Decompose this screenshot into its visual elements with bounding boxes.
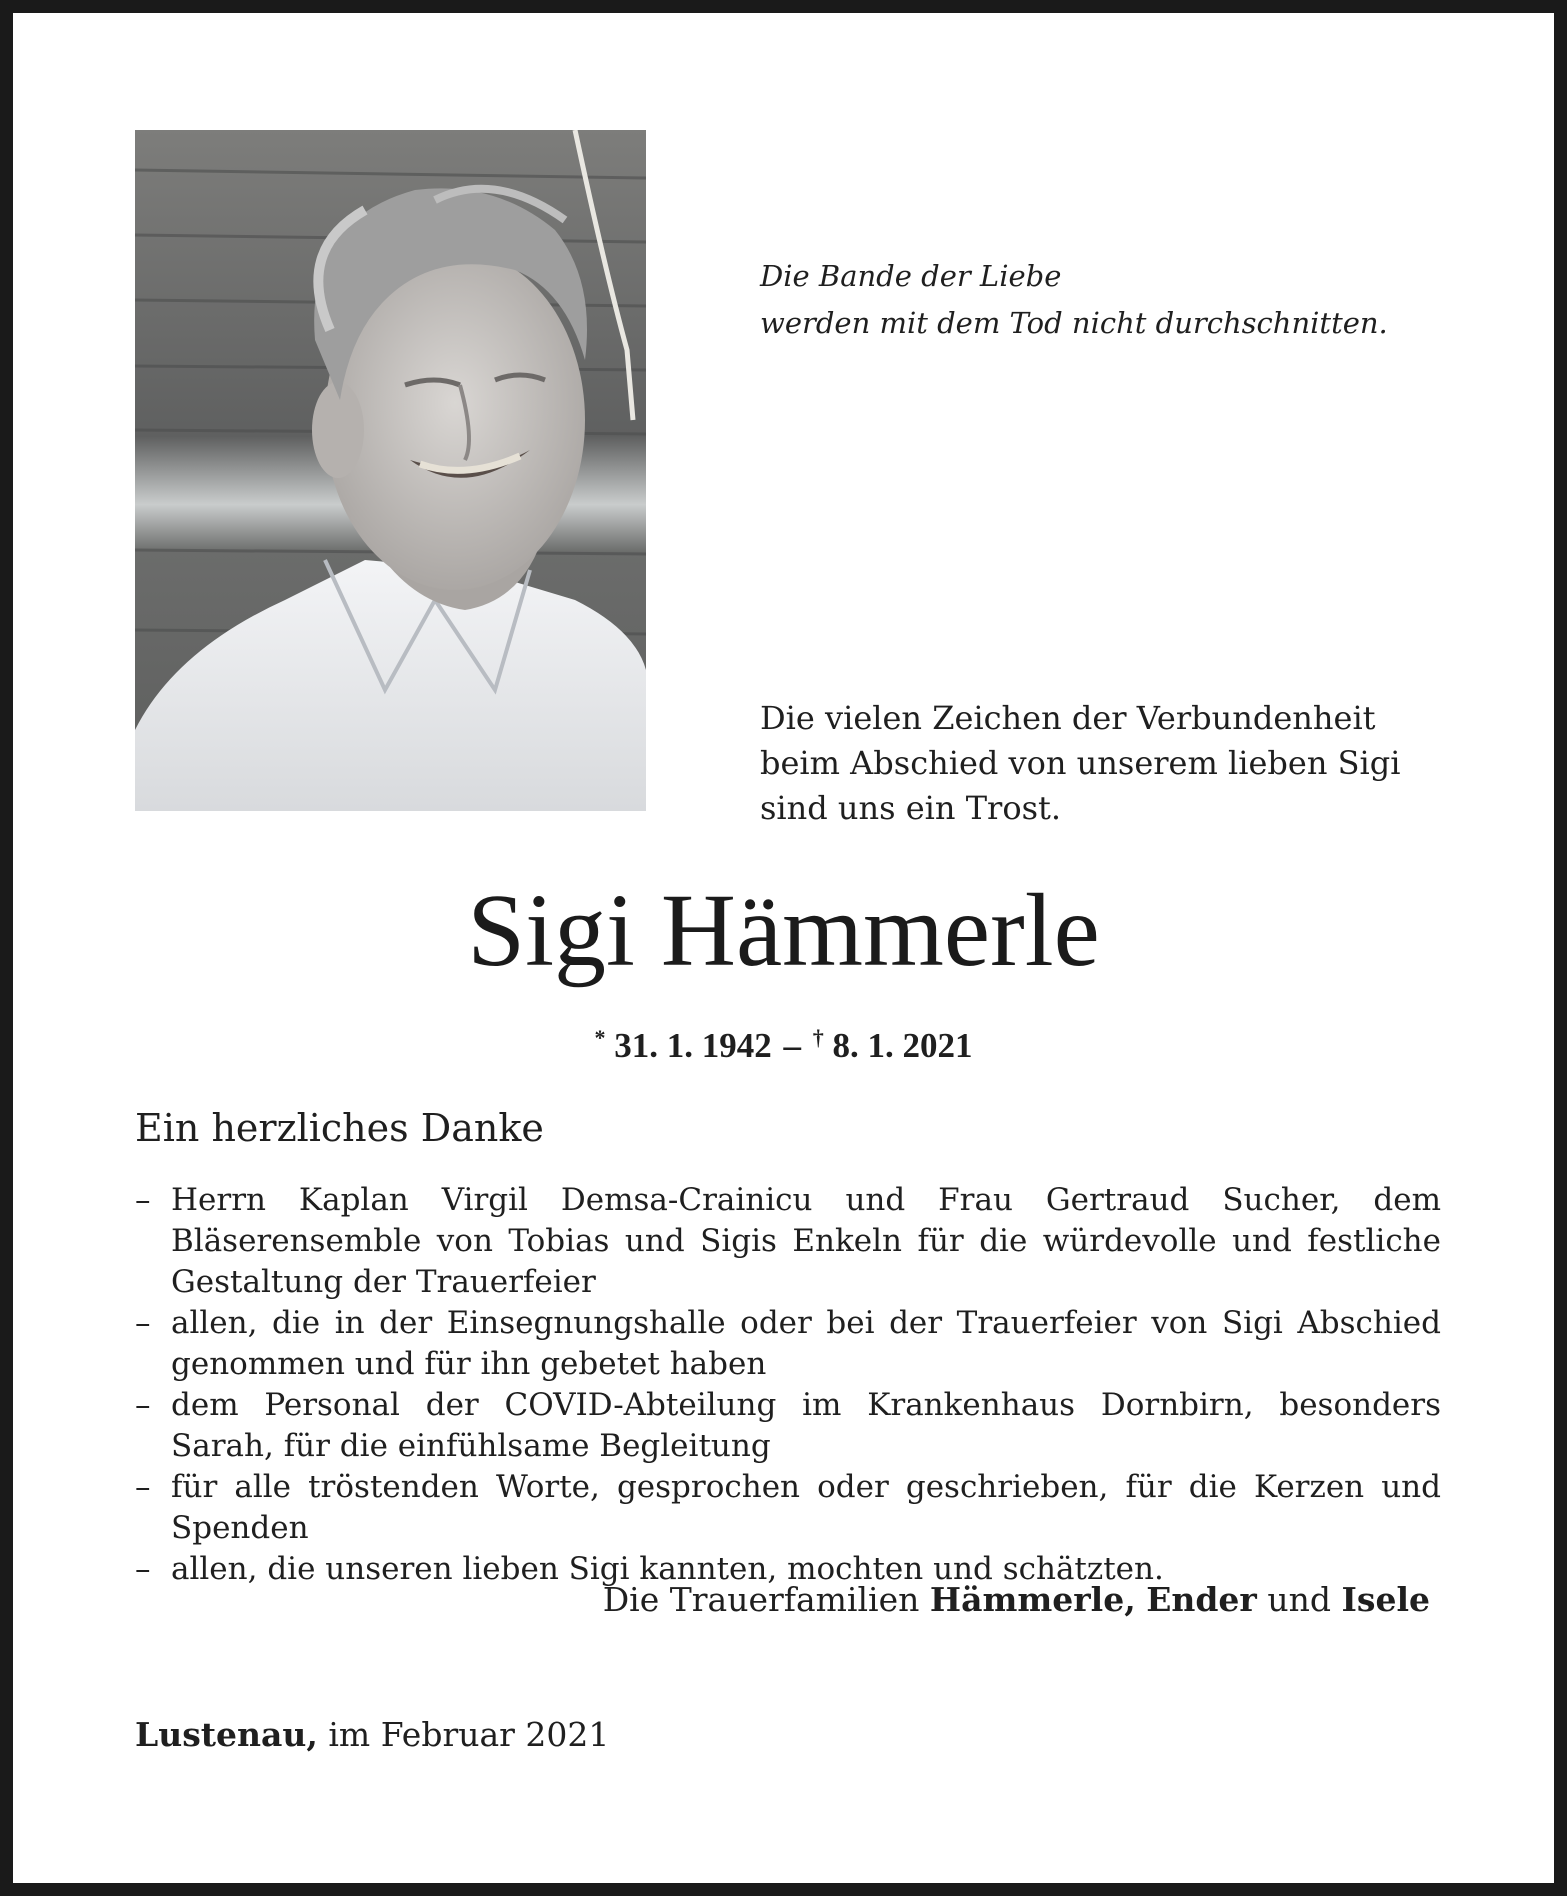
portrait-photo [135, 130, 646, 811]
signature-conjunction: und [1267, 1580, 1331, 1619]
thanks-heading: Ein herzliches Danke [135, 1106, 544, 1150]
thanks-intro-text [760, 696, 1460, 831]
portrait-illustration [135, 130, 646, 811]
intro-line-1: Die vielen Zeichen der Verbundenheit [760, 699, 1376, 737]
thanks-item: – Herrn Kaplan Virgil Demsa-Crainicu und Frau Gertraud Sucher, dem Bläserensemble von Tobias und Sigis Enkeln für die würdevolle und festliche Gestaltung der Trauerfeier [135, 1180, 1441, 1303]
thanks-item: – allen, die in der Einsegnungshalle oder bei der Trauerfeier von Sigi Abschied genommen und für ihn gebetet haben [135, 1303, 1441, 1385]
thanks-item: – für alle tröstenden Worte, gesprochen oder geschrieben, für die Kerzen und Spenden [135, 1467, 1441, 1549]
place-date-line [135, 1713, 609, 1757]
thanks-list [135, 1180, 1441, 1590]
thanks-item: – dem Personal der COVID-Abteilung im Krankenhaus Dornbirn, besonders Sarah, für die einfühlsame Begleitung [135, 1385, 1441, 1467]
intro-line-3: sind uns ein Trost. [760, 789, 1062, 827]
family-name-isele: Isele [1341, 1580, 1430, 1619]
birth-symbol: * [594, 1025, 606, 1050]
motto-quote [760, 253, 1460, 347]
thanks-item: – allen, die unseren lieben Sigi kannten, mochten und schätzten. [135, 1549, 1441, 1590]
deceased-name: Sigi Hämmerle [467, 873, 1100, 988]
family-name-ender: Ender [1146, 1580, 1257, 1619]
family-signature [603, 1578, 1430, 1622]
motto-line-2: werden mit dem Tod nicht durchschnitten. [760, 306, 1388, 340]
death-symbol: † [812, 1025, 824, 1050]
place-city: Lustenau, [135, 1715, 318, 1754]
place-date: im Februar 2021 [328, 1715, 610, 1754]
birth-date: 31. 1. 1942 [614, 1026, 772, 1065]
motto-line-1: Die Bande der Liebe [760, 259, 1062, 293]
life-dates [13, 1018, 1554, 1066]
signature-prefix: Die Trauerfamilien [602, 1580, 920, 1619]
death-date: 8. 1. 2021 [832, 1026, 973, 1065]
intro-line-2: beim Abschied von unserem lieben Sigi [760, 744, 1401, 782]
date-separator: – [783, 1026, 801, 1065]
family-name-haemmerle: Hämmerle, [929, 1580, 1136, 1619]
